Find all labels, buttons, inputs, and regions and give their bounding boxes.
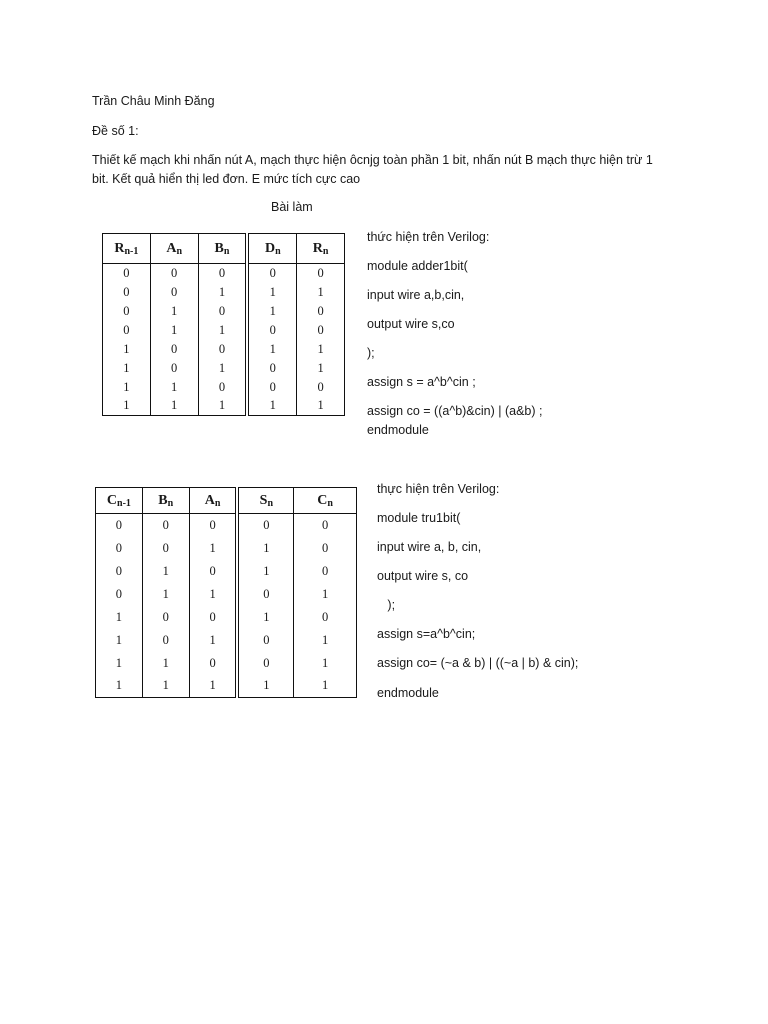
table-row (103, 302, 345, 321)
table-cell: 0 (297, 302, 345, 321)
table-cell: 0 (96, 560, 143, 583)
table-row (103, 283, 345, 302)
table-cell: 1 (237, 560, 293, 583)
adder-truth-table (102, 233, 345, 416)
table-row (96, 560, 357, 583)
table-cell: 0 (247, 359, 296, 378)
table-header-row (103, 234, 345, 264)
table-cell: 0 (198, 302, 247, 321)
code-line: output wire s, co (377, 569, 469, 583)
table-cell: 1 (142, 560, 189, 583)
table-cell: 1 (198, 321, 247, 340)
table-cell: 1 (150, 397, 198, 416)
code-line: assign s = a^b^cin ; (367, 375, 476, 389)
table-cell: 1 (96, 652, 143, 675)
table-cell: 1 (103, 340, 151, 359)
table-cell: 0 (297, 321, 345, 340)
code2-heading: thực hiện trên Verilog: (377, 482, 500, 496)
subtractor-truth-table (95, 487, 357, 698)
code-line: ); (367, 346, 375, 360)
table-cell: 0 (103, 283, 151, 302)
table-cell: 0 (142, 514, 189, 537)
table-row (96, 652, 357, 675)
table-cell: 1 (297, 340, 345, 359)
table-cell: 0 (294, 537, 357, 560)
column-header: $S_n$ (237, 488, 293, 514)
table-cell: 0 (103, 302, 151, 321)
column-header: $B_n$ (142, 488, 189, 514)
table-row (103, 378, 345, 397)
table-cell: 1 (96, 629, 143, 652)
table-cell: 0 (237, 652, 293, 675)
table-cell: 1 (103, 378, 151, 397)
table-cell: 1 (247, 283, 296, 302)
table-cell: 0 (189, 606, 237, 629)
table-cell: 0 (103, 264, 151, 283)
table-cell: 0 (96, 537, 143, 560)
table-cell: 1 (189, 675, 237, 698)
table-cell: 0 (96, 583, 143, 606)
table-cell: 0 (237, 583, 293, 606)
table-cell: 1 (294, 583, 357, 606)
table-cell: 1 (237, 606, 293, 629)
table-cell: 0 (150, 283, 198, 302)
section-title: Bài làm (271, 200, 313, 214)
table-cell: 0 (198, 264, 247, 283)
table-cell: 1 (198, 283, 247, 302)
table-cell: 1 (297, 283, 345, 302)
table-cell: 0 (198, 378, 247, 397)
table-row (96, 583, 357, 606)
table-cell: 1 (96, 675, 143, 698)
table-cell: 1 (150, 378, 198, 397)
column-header: $A_n$ (189, 488, 237, 514)
table-cell: 0 (189, 514, 237, 537)
table-cell: 1 (96, 606, 143, 629)
table-cell: 0 (150, 359, 198, 378)
table-cell: 0 (294, 606, 357, 629)
table-cell: 1 (294, 629, 357, 652)
table-cell: 0 (297, 264, 345, 283)
column-header: $C_n$ (294, 488, 357, 514)
table-cell: 0 (96, 514, 143, 537)
table-cell: 1 (103, 359, 151, 378)
table-cell: 0 (247, 321, 296, 340)
code-line: input wire a, b, cin, (377, 540, 482, 554)
table-cell: 1 (189, 583, 237, 606)
column-header: $R_{n-1}$ (103, 234, 151, 264)
table-cell: 0 (237, 629, 293, 652)
table-cell: 1 (247, 397, 296, 416)
table-cell: 1 (142, 652, 189, 675)
table-cell: 0 (189, 652, 237, 675)
table-cell: 0 (142, 537, 189, 560)
table-row (103, 264, 345, 283)
table-cell: 1 (198, 397, 247, 416)
table-cell: 1 (103, 397, 151, 416)
table-header-row (96, 488, 357, 514)
column-header: $R_n$ (297, 234, 345, 264)
table-cell: 0 (237, 514, 293, 537)
table-cell: 1 (142, 675, 189, 698)
table-cell: 0 (247, 264, 296, 283)
column-header: $C_{n-1}$ (96, 488, 143, 514)
code1-heading: thức hiện trên Verilog: (367, 230, 490, 244)
code-line: output wire s,co (367, 317, 455, 331)
code-line: ); (377, 598, 396, 612)
table-cell: 0 (294, 514, 357, 537)
table-cell: 1 (247, 340, 296, 359)
table-cell: 1 (189, 629, 237, 652)
table-cell: 1 (189, 537, 237, 560)
code-line: assign s=a^b^cin; (377, 627, 476, 641)
code-line: endmodule (377, 686, 439, 700)
table-cell: 1 (198, 359, 247, 378)
table-cell: 0 (297, 378, 345, 397)
code-line: module tru1bit( (377, 511, 461, 525)
table-cell: 1 (294, 652, 357, 675)
exam-label: Đề số 1: (92, 124, 139, 138)
table-cell: 1 (150, 321, 198, 340)
table-row (96, 675, 357, 698)
table-cell: 1 (294, 675, 357, 698)
table-cell: 0 (142, 629, 189, 652)
table-row (103, 321, 345, 340)
column-header: $B_n$ (198, 234, 247, 264)
table-cell: 0 (103, 321, 151, 340)
code-line: assign co= (~a & b) | ((~a | b) & cin); (377, 656, 579, 670)
table-cell: 1 (142, 583, 189, 606)
table-cell: 1 (297, 397, 345, 416)
code-line: endmodule (367, 423, 429, 437)
table-row (103, 397, 345, 416)
table-cell: 0 (142, 606, 189, 629)
table-cell: 0 (150, 264, 198, 283)
table-row (103, 340, 345, 359)
table-row (96, 514, 357, 537)
table-row (103, 359, 345, 378)
column-header: $A_n$ (150, 234, 198, 264)
table-cell: 0 (150, 340, 198, 359)
table-row (96, 537, 357, 560)
table-cell: 0 (198, 340, 247, 359)
table-cell: 0 (247, 378, 296, 397)
table-cell: 0 (189, 560, 237, 583)
table-row (96, 629, 357, 652)
table-cell: 1 (237, 537, 293, 560)
table-cell: 0 (294, 560, 357, 583)
table-cell: 1 (247, 302, 296, 321)
table-row (96, 606, 357, 629)
task-line-2: bit. Kết quả hiển thị led đơn. E mức tích cực cao (92, 172, 361, 186)
task-line-1: Thiết kế mạch khi nhấn nút A, mạch thực hiện ôcnjg toàn phần 1 bit, nhấn nút B mạch thực hiện trừ 1 (92, 153, 653, 167)
table-cell: 1 (297, 359, 345, 378)
table-cell: 1 (150, 302, 198, 321)
code-line: assign co = ((a^b)&cin) | (a&b) ; (367, 404, 543, 418)
author-name: Trần Châu Minh Đăng (92, 94, 215, 108)
column-header: $D_n$ (247, 234, 296, 264)
table-cell: 1 (237, 675, 293, 698)
code-line: module adder1bit( (367, 259, 468, 273)
code-line: input wire a,b,cin, (367, 288, 465, 302)
